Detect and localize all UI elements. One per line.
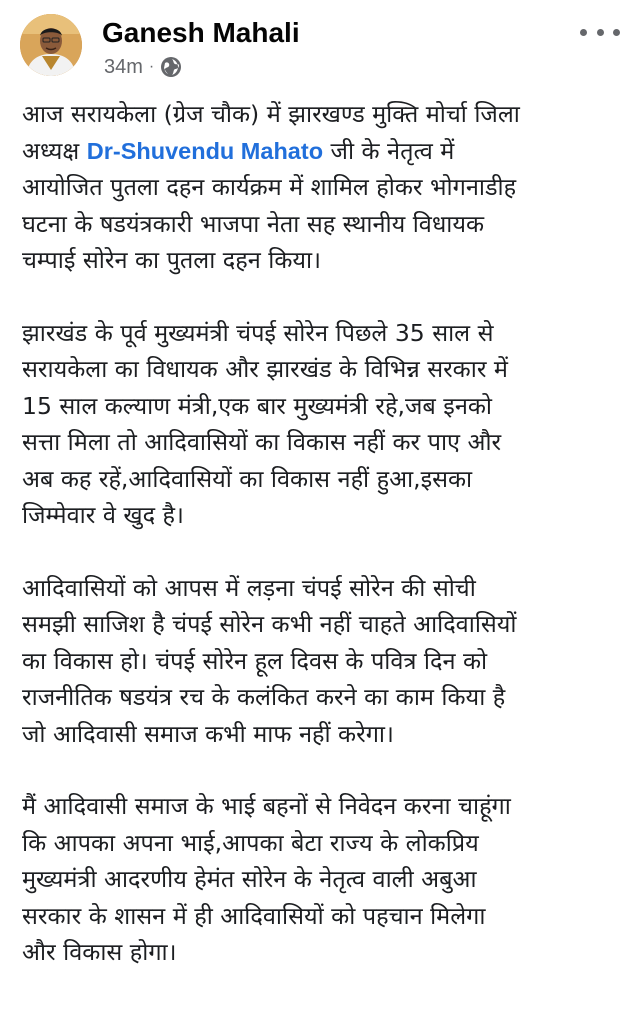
text-line: 15 साल कल्याण मंत्री,एक बार मुख्यमंत्री रहे,जब इनको bbox=[22, 391, 493, 420]
text-line: चम्पाई सोरेन का पुतला दहन किया। bbox=[22, 246, 322, 274]
text-line: सरायकेला का विधायक और झारखंड के विभिन्न सरकार में bbox=[22, 355, 508, 383]
text-line: सत्ता मिला तो आदिवासियों का विकास नहीं कर पाए और bbox=[22, 428, 502, 456]
post-meta bbox=[104, 54, 182, 80]
text-line: जो आदिवासी समाज कभी माफ नहीं करेगा। bbox=[22, 719, 394, 748]
text-line: आदिवासियों को आपस में लड़ना चंपई सोरेन की सोची bbox=[22, 573, 476, 602]
more-horizontal-icon[interactable] bbox=[580, 24, 620, 40]
text-line bbox=[22, 133, 628, 170]
post-header bbox=[20, 14, 620, 80]
author-name[interactable]: Ganesh Mahali bbox=[102, 17, 300, 48]
post-paragraph-3 bbox=[22, 570, 628, 753]
avatar-photo bbox=[20, 14, 82, 76]
globe-icon[interactable] bbox=[160, 56, 182, 78]
text-line: जिम्मेवार वे खुद है। bbox=[22, 501, 184, 529]
text-segment: अध्यक्ष bbox=[22, 136, 87, 165]
mention-link[interactable]: Dr-Shuvendu Mahato bbox=[86, 137, 324, 164]
text-line: का विकास हो। चंपई सोरेन हूल दिवस के पवित्र दिन को bbox=[22, 646, 488, 675]
text-line: झारखंड के पूर्व मुख्यमंत्री चंपई सोरेन पिछले 35 साल से bbox=[22, 318, 494, 347]
text-line: मुख्यमंत्री आदरणीय हेमंत सोरेन के नेतृत्व वाली अबुआ bbox=[22, 865, 477, 893]
text-line: कि आपका अपना भाई,आपका बेटा राज्य के लोकप्रिय bbox=[22, 828, 479, 857]
text-line: राजनीतिक षडयंत्र रच के कलंकित करने का काम किया है bbox=[22, 683, 506, 711]
text-segment: जी के नेतृत्व में bbox=[323, 136, 455, 165]
post-body bbox=[22, 96, 628, 1007]
text-line: आयोजित पुतला दहन कार्यक्रम में शामिल होकर भोगनाडीह bbox=[22, 173, 517, 201]
post-time[interactable]: 34m bbox=[104, 55, 143, 78]
post-paragraph-2 bbox=[22, 315, 628, 534]
text-line: मैं आदिवासी समाज के भाई बहनों से निवेदन करना चाहूंगा bbox=[22, 792, 511, 820]
author-avatar[interactable] bbox=[20, 14, 82, 76]
text-line: समझी साजिश है चंपई सोरेन कभी नहीं चाहते आदिवासियों bbox=[22, 610, 517, 638]
post-paragraph-4 bbox=[22, 788, 628, 971]
text-line: और विकास होगा। bbox=[22, 938, 177, 966]
text-line: अब कह रहें,आदिवासियों का विकास नहीं हुआ,इसका bbox=[22, 464, 473, 493]
text-line: घटना के षडयंत्रकारी भाजपा नेता सह स्थानीय विधायक bbox=[22, 209, 485, 238]
meta-separator: · bbox=[148, 58, 155, 75]
text-line: आज सरायकेला (ग्रेज चौक) में झारखण्ड मुक्ति मोर्चा जिला bbox=[22, 100, 520, 128]
text-line: सरकार के शासन में ही आदिवासियों को पहचान मिलेगा bbox=[22, 901, 486, 930]
post-paragraph-1 bbox=[22, 96, 628, 279]
